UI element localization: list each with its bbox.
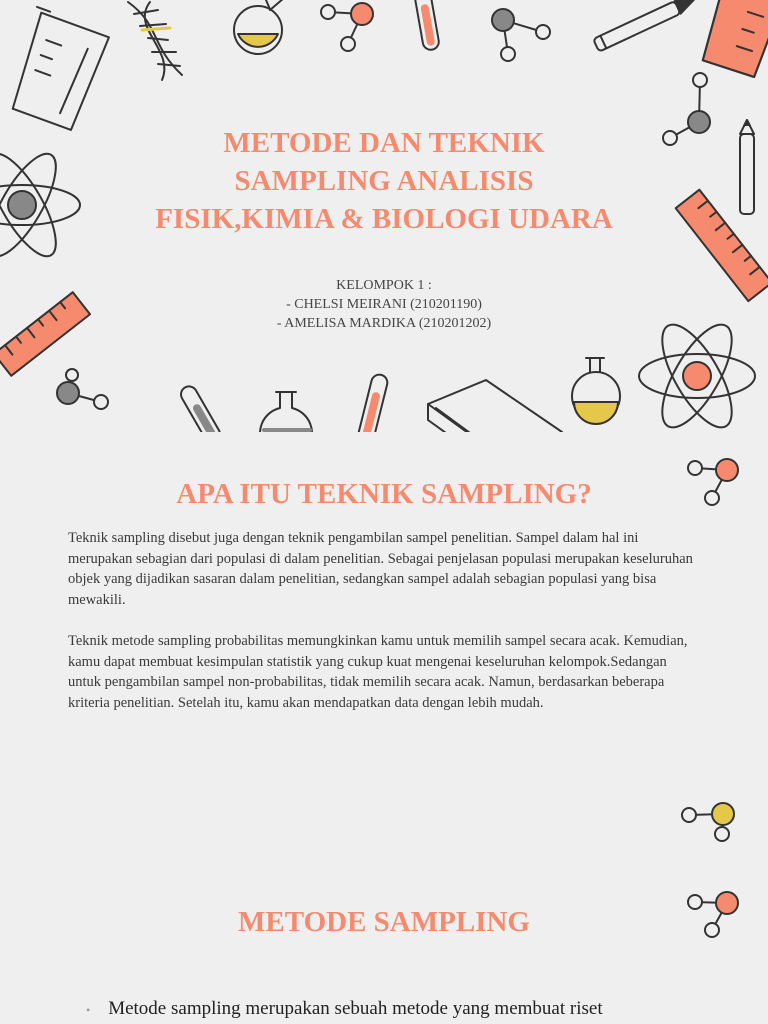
group-members bbox=[0, 276, 768, 333]
cover-title bbox=[0, 124, 768, 238]
group-member: - AMELISA MARDIKA (210201202) bbox=[276, 316, 492, 331]
molecule-icon bbox=[321, 3, 373, 51]
book-icon bbox=[428, 380, 562, 432]
pencil-icon bbox=[593, 0, 697, 52]
cover-title-line: FISIK,KIMIA & BIOLOGI UDARA bbox=[155, 203, 613, 235]
cover-title-line: SAMPLING ANALISIS bbox=[234, 165, 534, 197]
body-paragraph: Teknik sampling disebut juga dengan teknik pengambilan sampel penelitian. Sampel dalam hal ini merupakan sebagian dari populasi di dalam penelitian. Sebagai penjelasan populasi merupakan keseluruhan objek yang dijadikan sasaran dalam penelitian, sedangkan sampel adalah sebagian populasi yang bisa mewakili. bbox=[68, 530, 693, 608]
section-title: APA ITU TEKNIK SAMPLING? bbox=[176, 478, 592, 510]
measuring-cup-icon bbox=[699, 0, 768, 78]
bullet-item bbox=[86, 996, 726, 1023]
body-paragraph: Teknik metode sampling probabilitas memungkinkan kamu untuk memilih sampel secara acak. Kemudian, kamu dapat membuat kesimpulan statistik yang cukup kuat mengenai keseluruhan kelompok.Sedangan untuk pengambilan sampel non-probabilitas, tidak memilih secara acak. Namun, berdasarkan beberapa kriteria penelitian. Setelah itu, kamu akan mendapatkan data dengan lebih mudah. bbox=[68, 633, 688, 711]
flask-icon bbox=[572, 358, 620, 424]
bullet-text: Metode sampling merupakan sebuah metode yang membuat riset bbox=[108, 998, 603, 1019]
dna-icon bbox=[128, 2, 182, 80]
bullet-marker: • bbox=[86, 1002, 91, 1017]
section-title: METODE SAMPLING bbox=[238, 906, 530, 938]
test-tube-icon bbox=[357, 373, 389, 432]
test-tube-icon bbox=[178, 383, 223, 432]
test-tube-icon bbox=[414, 0, 440, 51]
flask-icon bbox=[260, 392, 312, 432]
group-member: - CHELSI MEIRANI (210201190) bbox=[286, 297, 482, 312]
molecule-icon bbox=[682, 803, 734, 841]
group-label: KELOMPOK 1 : bbox=[336, 278, 432, 293]
molecule-icon bbox=[57, 369, 108, 409]
cover-slide bbox=[0, 0, 768, 432]
cover-title-line: METODE DAN TEKNIK bbox=[223, 127, 545, 159]
flask-icon bbox=[234, 0, 284, 54]
molecule-icon bbox=[492, 9, 550, 61]
beaker-icon bbox=[1, 7, 110, 131]
content-slide bbox=[0, 432, 768, 1024]
